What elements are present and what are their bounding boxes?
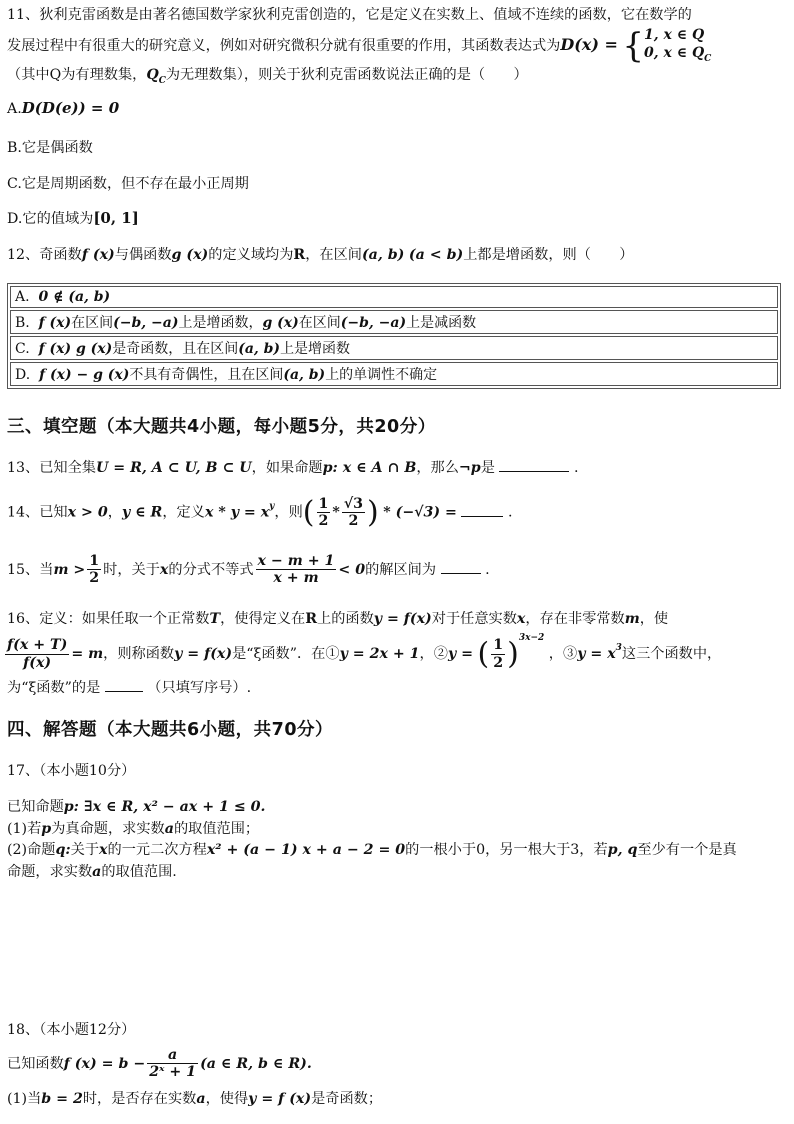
q16-answer-blank <box>105 679 143 692</box>
q14-answer-blank <box>461 504 503 517</box>
q11-option-b: B.它是偶函数 <box>7 140 93 156</box>
q18-premise: 已知函数f (x) = b − $\frac{a}{\text{2ˣ + 1}}$ (a ∈ R, b ∈ R). <box>7 1047 312 1081</box>
q18-part1: (1)当b = 2时，是否存在实数a，使得y = f (x)是奇函数； <box>7 1091 383 1107</box>
q12-option-d: D. f (x) − g (x)不具有奇偶性，且在区间(a, b)上的单调性不确定 <box>10 362 778 386</box>
q15-answer-blank <box>441 561 481 574</box>
q16-line3: 为“ξ函数”的是 （只填写序号）. <box>7 680 252 696</box>
q17-premise: 已知命题p: ∃x ∈ R, x² − ax + 1 ≤ 0. <box>7 799 266 815</box>
q13: 13、已知全集U = R, A ⊂ U, B ⊂ U，如果命题p: x ∈ A ∩ B，那么¬p是 . <box>7 460 579 476</box>
q13-answer-blank <box>499 459 569 472</box>
q11-line2: 发展过程中有很重大的研究意义，例如对研究微积分就有很重要的作用，其函数表达式为D(x) = {1, x ∈ Q 0, x ∈ $Q_C$ <box>7 25 712 66</box>
q11-option-c: C.它是周期函数，但不存在最小正周期 <box>7 176 249 192</box>
q18-heading: 18、（本小题12分） <box>7 1022 136 1038</box>
q12-stem: 12、奇函数f (x)与偶函数g (x)的定义域均为R，在区间(a, b) (a < b)上都是增函数，则（ ） <box>7 247 634 263</box>
q12-options-table <box>7 283 781 389</box>
q17-part1: (1)若p为真命题，求实数a的取值范围； <box>7 821 260 837</box>
q17-part2-cont: 命题，求实数a的取值范围. <box>7 864 177 880</box>
q16-line1: 16、定义：如果任取一个正常数T，使得定义在R上的函数y = f(x)对于任意实数x，存在非零常数m，使 <box>7 611 669 627</box>
q16-line2: $\frac{f(x + T)}{f(x)}$ = m，则称函数y = f(x)是“ξ函数”．在①y = 2x + 1，②y = ( $\frac{1}{2}$ )$^{3x-2}$ ，③y = $x^3$这三个函数中， <box>7 633 722 672</box>
q11-option-d: D.它的值域为[0, 1] <box>7 209 139 227</box>
section-4-heading: 四、解答题（本大题共6小题，共70分） <box>7 720 334 740</box>
q11-line1: 11、狄利克雷函数是由著名德国数学家狄利克雷创造的，它是定义在实数上、值域不连续的函数，它在数学的 <box>7 7 692 23</box>
q17-heading: 17、（本小题10分） <box>7 763 136 779</box>
q11-line3: （其中Q为有理数集，$Q_C$为无理数集），则关于狄利克雷函数说法正确的是（ ） <box>7 67 528 86</box>
piecewise-brace: { <box>622 25 645 66</box>
section-3-heading: 三、填空题（本大题共4小题，每小题5分，共20分） <box>7 417 436 437</box>
q12-option-c: C. f (x) g (x)是奇函数，且在区间(a, b)上是增函数 <box>10 336 778 360</box>
q11-option-a: A.D(D(e)) = 0 <box>7 99 120 117</box>
q15: 15、当m > $\frac{1}{2}$ 时，关于x的分式不等式 $\frac{x - m + 1}{x + m}$ < 0的解区间为 . <box>7 553 490 587</box>
q12-option-b: B. f (x)在区间(−b, −a)上是增函数，g (x)在区间(−b, −a)上是减函数 <box>10 310 778 334</box>
q12-option-a: A. 0 ∉ (a, b) <box>10 286 778 308</box>
q17-part2: (2)命题q:关于x的一元二次方程x² + (a − 1) x + a − 2 = 0的一根小于0，另一根大于3，若p, q至少有一个是真 <box>7 842 737 858</box>
q14: 14、已知x > 0，y ∈ R，定义$x * y = x^y$，则( $\frac{1}{2}$ * $\frac{√3}{2}$ ) * (−√3) = . <box>7 495 513 530</box>
